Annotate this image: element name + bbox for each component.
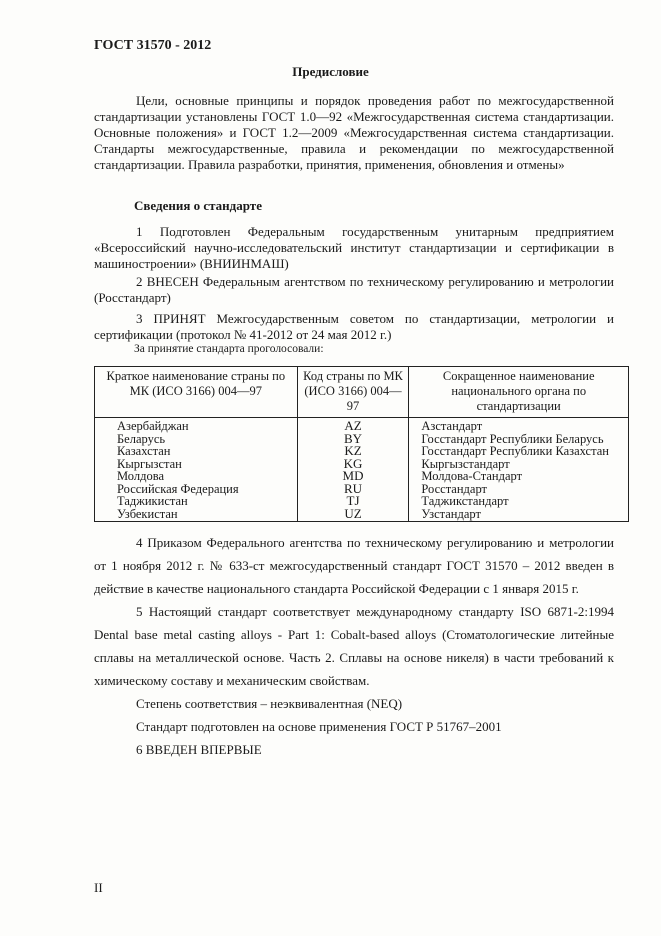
country-name-cell: Беларусь: [95, 433, 298, 446]
section-title: Сведения о стандарте: [134, 198, 262, 213]
country-code-cell: UZ: [297, 508, 409, 522]
standards-body-cell: Азстандарт: [409, 418, 629, 433]
lower-section: [94, 531, 614, 761]
basis-line: Стандарт подготовлен на основе применения ГОСТ Р 51767–2001: [136, 719, 502, 734]
standards-body-cell: Госстандарт Республики Казахстан: [409, 445, 629, 458]
voting-countries-table: [94, 366, 629, 522]
standards-body-cell: Росстандарт: [409, 483, 629, 496]
intro-paragraph: Цели, основные принципы и порядок проведения работ по межгосударственной стандартизации установлены ГОСТ 1.0—92 «Межгосударственная система стандартизации. Основные положения» и ГОСТ 1.2—2009 «Межгосударственная система стандартизации. Стандарты межгосударственные, правила и рекомендации по межгосударственной стандартизации. Правила разработки, принятия, применения, обновления и отмены»: [94, 93, 614, 172]
document-code-header: ГОСТ 31570 - 2012: [94, 38, 212, 53]
country-name-cell: Казахстан: [95, 445, 298, 458]
table-header-row: [95, 367, 629, 418]
country-name-cell: Кыргызстан: [95, 458, 298, 471]
country-code-cell: AZ: [297, 418, 409, 433]
country-name-cell: Узбекистан: [95, 508, 298, 522]
country-code-cell: TJ: [297, 495, 409, 508]
country-code-cell: KG: [297, 458, 409, 471]
standards-body-cell: Молдова-Стандарт: [409, 470, 629, 483]
standards-body-cell: Госстандарт Республики Беларусь: [409, 433, 629, 446]
standards-body-cell: Таджикстандарт: [409, 495, 629, 508]
country-code-cell: BY: [297, 433, 409, 446]
table-row: [95, 508, 629, 522]
standards-body-cell: Узстандарт: [409, 508, 629, 522]
item-2-paragraph: 2 ВНЕСЕН Федеральным агентством по техническому регулированию и метрологии (Росстандарт): [94, 274, 614, 305]
item-5-paragraph: 5 Настоящий стандарт соответствует международному стандарту ISO 6871-2:1994 Dental base metal casting alloys - Part 1: Cobalt-based alloys (Стоматологические литейные сплавы на металлической основе. Часть 2. Сплавы на основе никеля) в части требований к химическому составу и механическим свойствам.: [94, 604, 614, 688]
foreword-title: Предисловие: [292, 64, 369, 79]
header-standards-body: Сокращенное наименование национального органа по стандартизации: [409, 367, 629, 418]
country-code-cell: MD: [297, 470, 409, 483]
header-country-code: Код страны по МК (ИСО 3166) 004—97: [297, 367, 409, 418]
item-1-paragraph: 1 Подготовлен Федеральным государственным унитарным предприятием «Всероссийский научно-исследовательский институт стандартизации и сертификации в машиностроении» (ВНИИНМАШ): [94, 224, 614, 271]
degree-line: Степень соответствия – неэквивалентная (NEQ): [136, 696, 403, 711]
standards-body-cell: Кыргызстандарт: [409, 458, 629, 471]
country-code-cell: KZ: [297, 445, 409, 458]
item-3-paragraph: 3 ПРИНЯТ Межгосударственным советом по стандартизации, метрологии и сертификации (протокол № 41-2012 от 24 мая 2012 г.): [94, 311, 614, 342]
header-country-name: Краткое наименование страны по МК (ИСО 3166) 004—97: [95, 367, 298, 418]
item-6-paragraph: 6 ВВЕДЕН ВПЕРВЫЕ: [136, 742, 262, 757]
country-code-cell: RU: [297, 483, 409, 496]
voted-caption: За принятие стандарта проголосовали:: [134, 343, 324, 355]
country-name-cell: Молдова: [95, 470, 298, 483]
country-name-cell: Российская Федерация: [95, 483, 298, 496]
page-number: II: [94, 880, 103, 895]
country-name-cell: Таджикистан: [95, 495, 298, 508]
item-4-paragraph: 4 Приказом Федерального агентства по техническому регулированию и метрологии от 1 ноября 2012 г. № 633-ст межгосударственный стандарт ГОСТ 31570 – 2012 введен в действие в качестве национального стандарта Российской Федерации с 1 января 2015 г.: [94, 535, 614, 596]
country-name-cell: Азербайджан: [95, 418, 298, 433]
